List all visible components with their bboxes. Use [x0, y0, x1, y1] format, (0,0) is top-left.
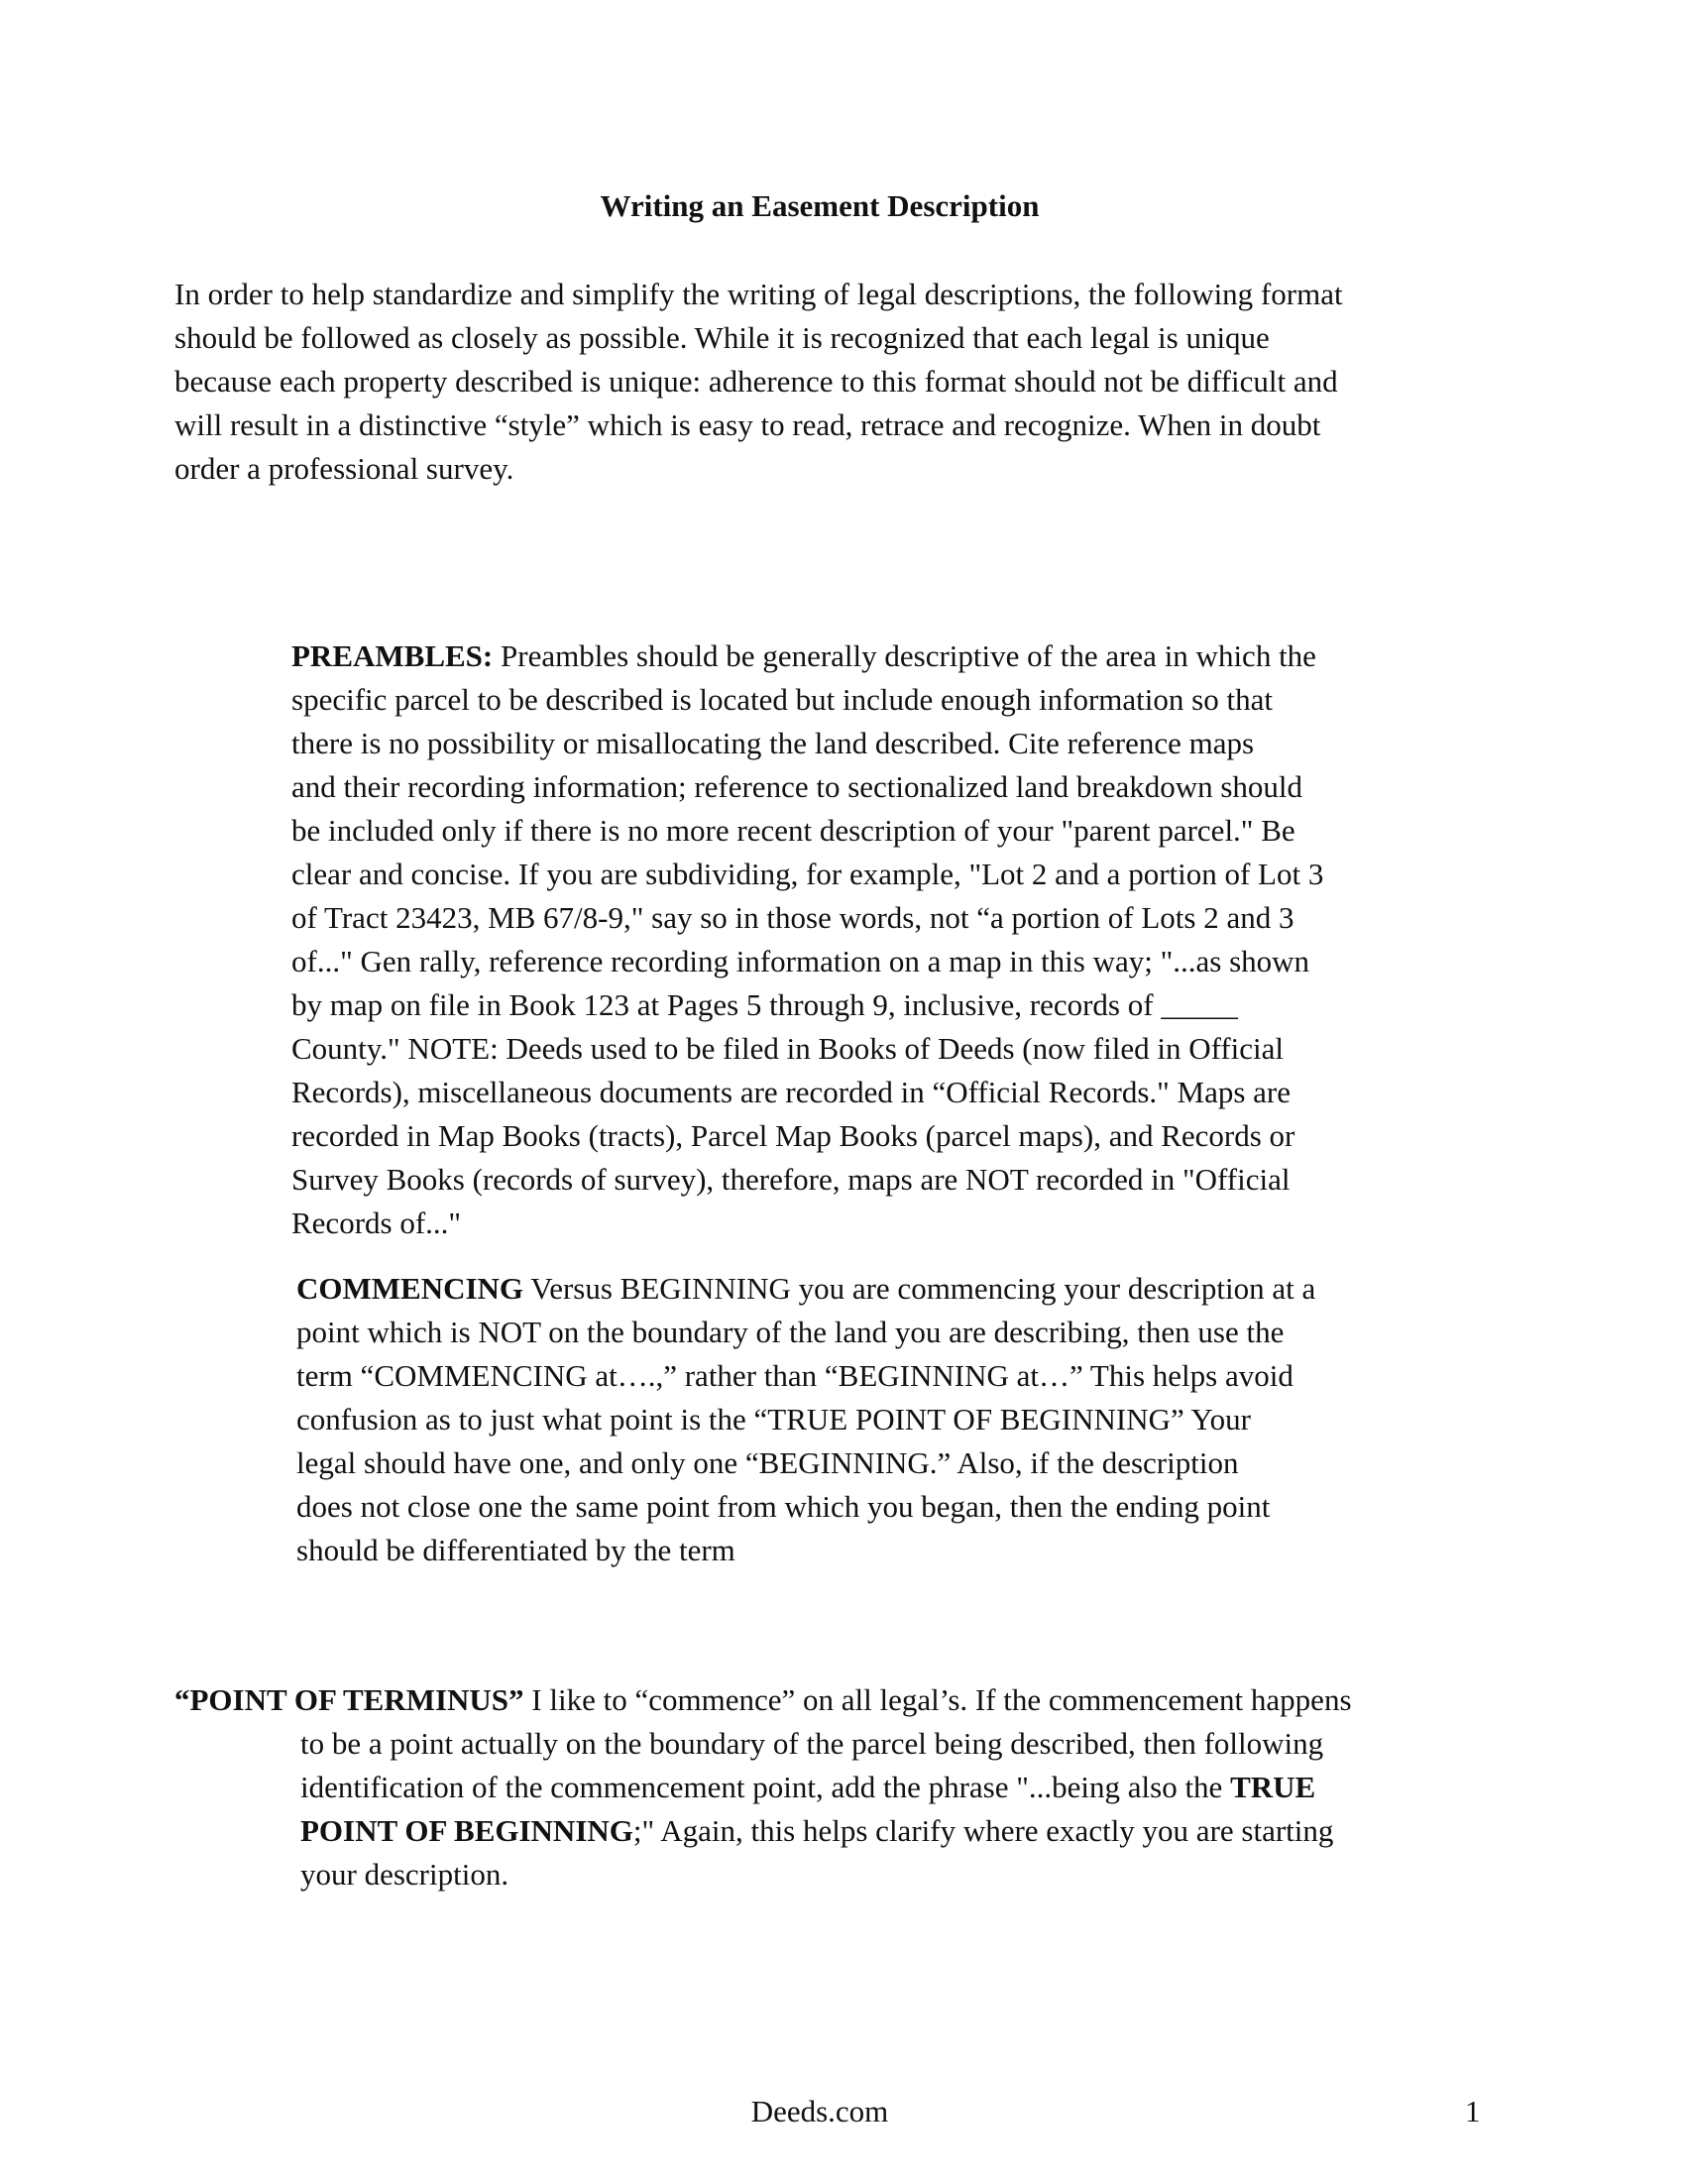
- preambles-line: specific parcel to be described is located but include enough information so that: [291, 682, 1273, 717]
- preambles-line: recorded in Map Books (tracts), Parcel Map Books (parcel maps), and Records or: [291, 1118, 1295, 1153]
- commencing-line: confusion as to just what point is the “TRUE POINT OF BEGINNING” Your: [296, 1402, 1251, 1437]
- footer-site-name: Deeds.com: [750, 2094, 889, 2128]
- intro-line: In order to help standardize and simplify the writing of legal descriptions, the following format: [174, 277, 1343, 311]
- terminus-line: your description.: [300, 1857, 509, 1892]
- preambles-paragraph: [291, 634, 1431, 1245]
- terminus-first-line-text: I like to “commence” on all legal’s. If the commencement happens: [523, 1682, 1352, 1717]
- intro-line: because each property described is unique: adherence to this format should not be difficult and: [174, 364, 1338, 399]
- preambles-line: Survey Books (records of survey), therefore, maps are NOT recorded in "Official: [291, 1162, 1291, 1197]
- page-title: Writing an Easement Description: [600, 188, 1040, 223]
- terminus-line: [300, 1766, 1440, 1809]
- intro-line: will result in a distinctive “style” which is easy to read, retrace and recognize. When in doubt: [174, 407, 1321, 442]
- preambles-first-line: [291, 634, 1431, 678]
- point-of-beginning-bold-text: POINT OF BEGINNING: [300, 1813, 633, 1848]
- terminus-line: to be a point actually on the boundary of the parcel being described, then following: [300, 1726, 1324, 1761]
- preambles-line: by map on file in Book 123 at Pages 5 through 9, inclusive, records of _____: [291, 987, 1238, 1022]
- terminus-line: [174, 1678, 1473, 1722]
- preambles-line: Records), miscellaneous documents are recorded in “Official Records." Maps are: [291, 1075, 1292, 1109]
- preambles-line: of..." Gen rally, reference recording information on a map in this way; "...as shown: [291, 944, 1310, 978]
- intro-line: order a professional survey.: [174, 451, 514, 486]
- true-bold-text: TRUE: [1230, 1770, 1316, 1804]
- preambles-heading: PREAMBLES:: [291, 638, 494, 673]
- intro-line: should be followed as closely as possible. While it is recognized that each legal is unique: [174, 320, 1270, 355]
- commencing-line: point which is NOT on the boundary of the land you are describing, then use the: [296, 1315, 1285, 1349]
- terminus-line: [300, 1809, 1440, 1853]
- commencing-first-line-text: Versus BEGINNING you are commencing your description at a: [523, 1271, 1316, 1306]
- commencing-line: legal should have one, and only one “BEGINNING.” Also, if the description: [296, 1445, 1239, 1480]
- terminus-paragraph: [300, 1722, 1440, 1897]
- commencing-line: does not close one the same point from which you began, then the ending point: [296, 1489, 1271, 1524]
- commencing-first-line: [296, 1267, 1436, 1311]
- footer-page-number: 1: [1465, 2094, 1481, 2128]
- terminus-line-text: identification of the commencement point, add the phrase "...being also the: [300, 1770, 1231, 1804]
- preambles-line: County." NOTE: Deeds used to be filed in Books of Deeds (now filed in Official: [291, 1031, 1285, 1066]
- commencing-line: should be differentiated by the term: [296, 1533, 735, 1567]
- commencing-line: term “COMMENCING at….,” rather than “BEGINNING at…” This helps avoid: [296, 1358, 1294, 1393]
- preambles-line: be included only if there is no more recent description of your "parent parcel." Be: [291, 813, 1295, 848]
- preambles-line: of Tract 23423, MB 67/8-9," say so in those words, not “a portion of Lots 2 and 3: [291, 900, 1294, 935]
- preambles-line: Records of...": [291, 1206, 462, 1240]
- commencing-heading: COMMENCING: [296, 1271, 524, 1306]
- preambles-line: there is no possibility or misallocating the land described. Cite reference maps: [291, 726, 1255, 760]
- commencing-paragraph: [296, 1267, 1436, 1572]
- terminus-heading: “POINT OF TERMINUS”: [174, 1682, 524, 1717]
- terminus-first-line: [174, 1678, 1473, 1722]
- intro-paragraph: [174, 273, 1453, 491]
- preambles-first-line-text: Preambles should be generally descriptive of the area in which the: [493, 638, 1316, 673]
- preambles-line: and their recording information; reference to sectionalized land breakdown should: [291, 769, 1303, 804]
- terminus-line-text: ;" Again, this helps clarify where exactly you are starting: [632, 1813, 1334, 1848]
- preambles-line: clear and concise. If you are subdividing, for example, "Lot 2 and a portion of Lot 3: [291, 857, 1324, 891]
